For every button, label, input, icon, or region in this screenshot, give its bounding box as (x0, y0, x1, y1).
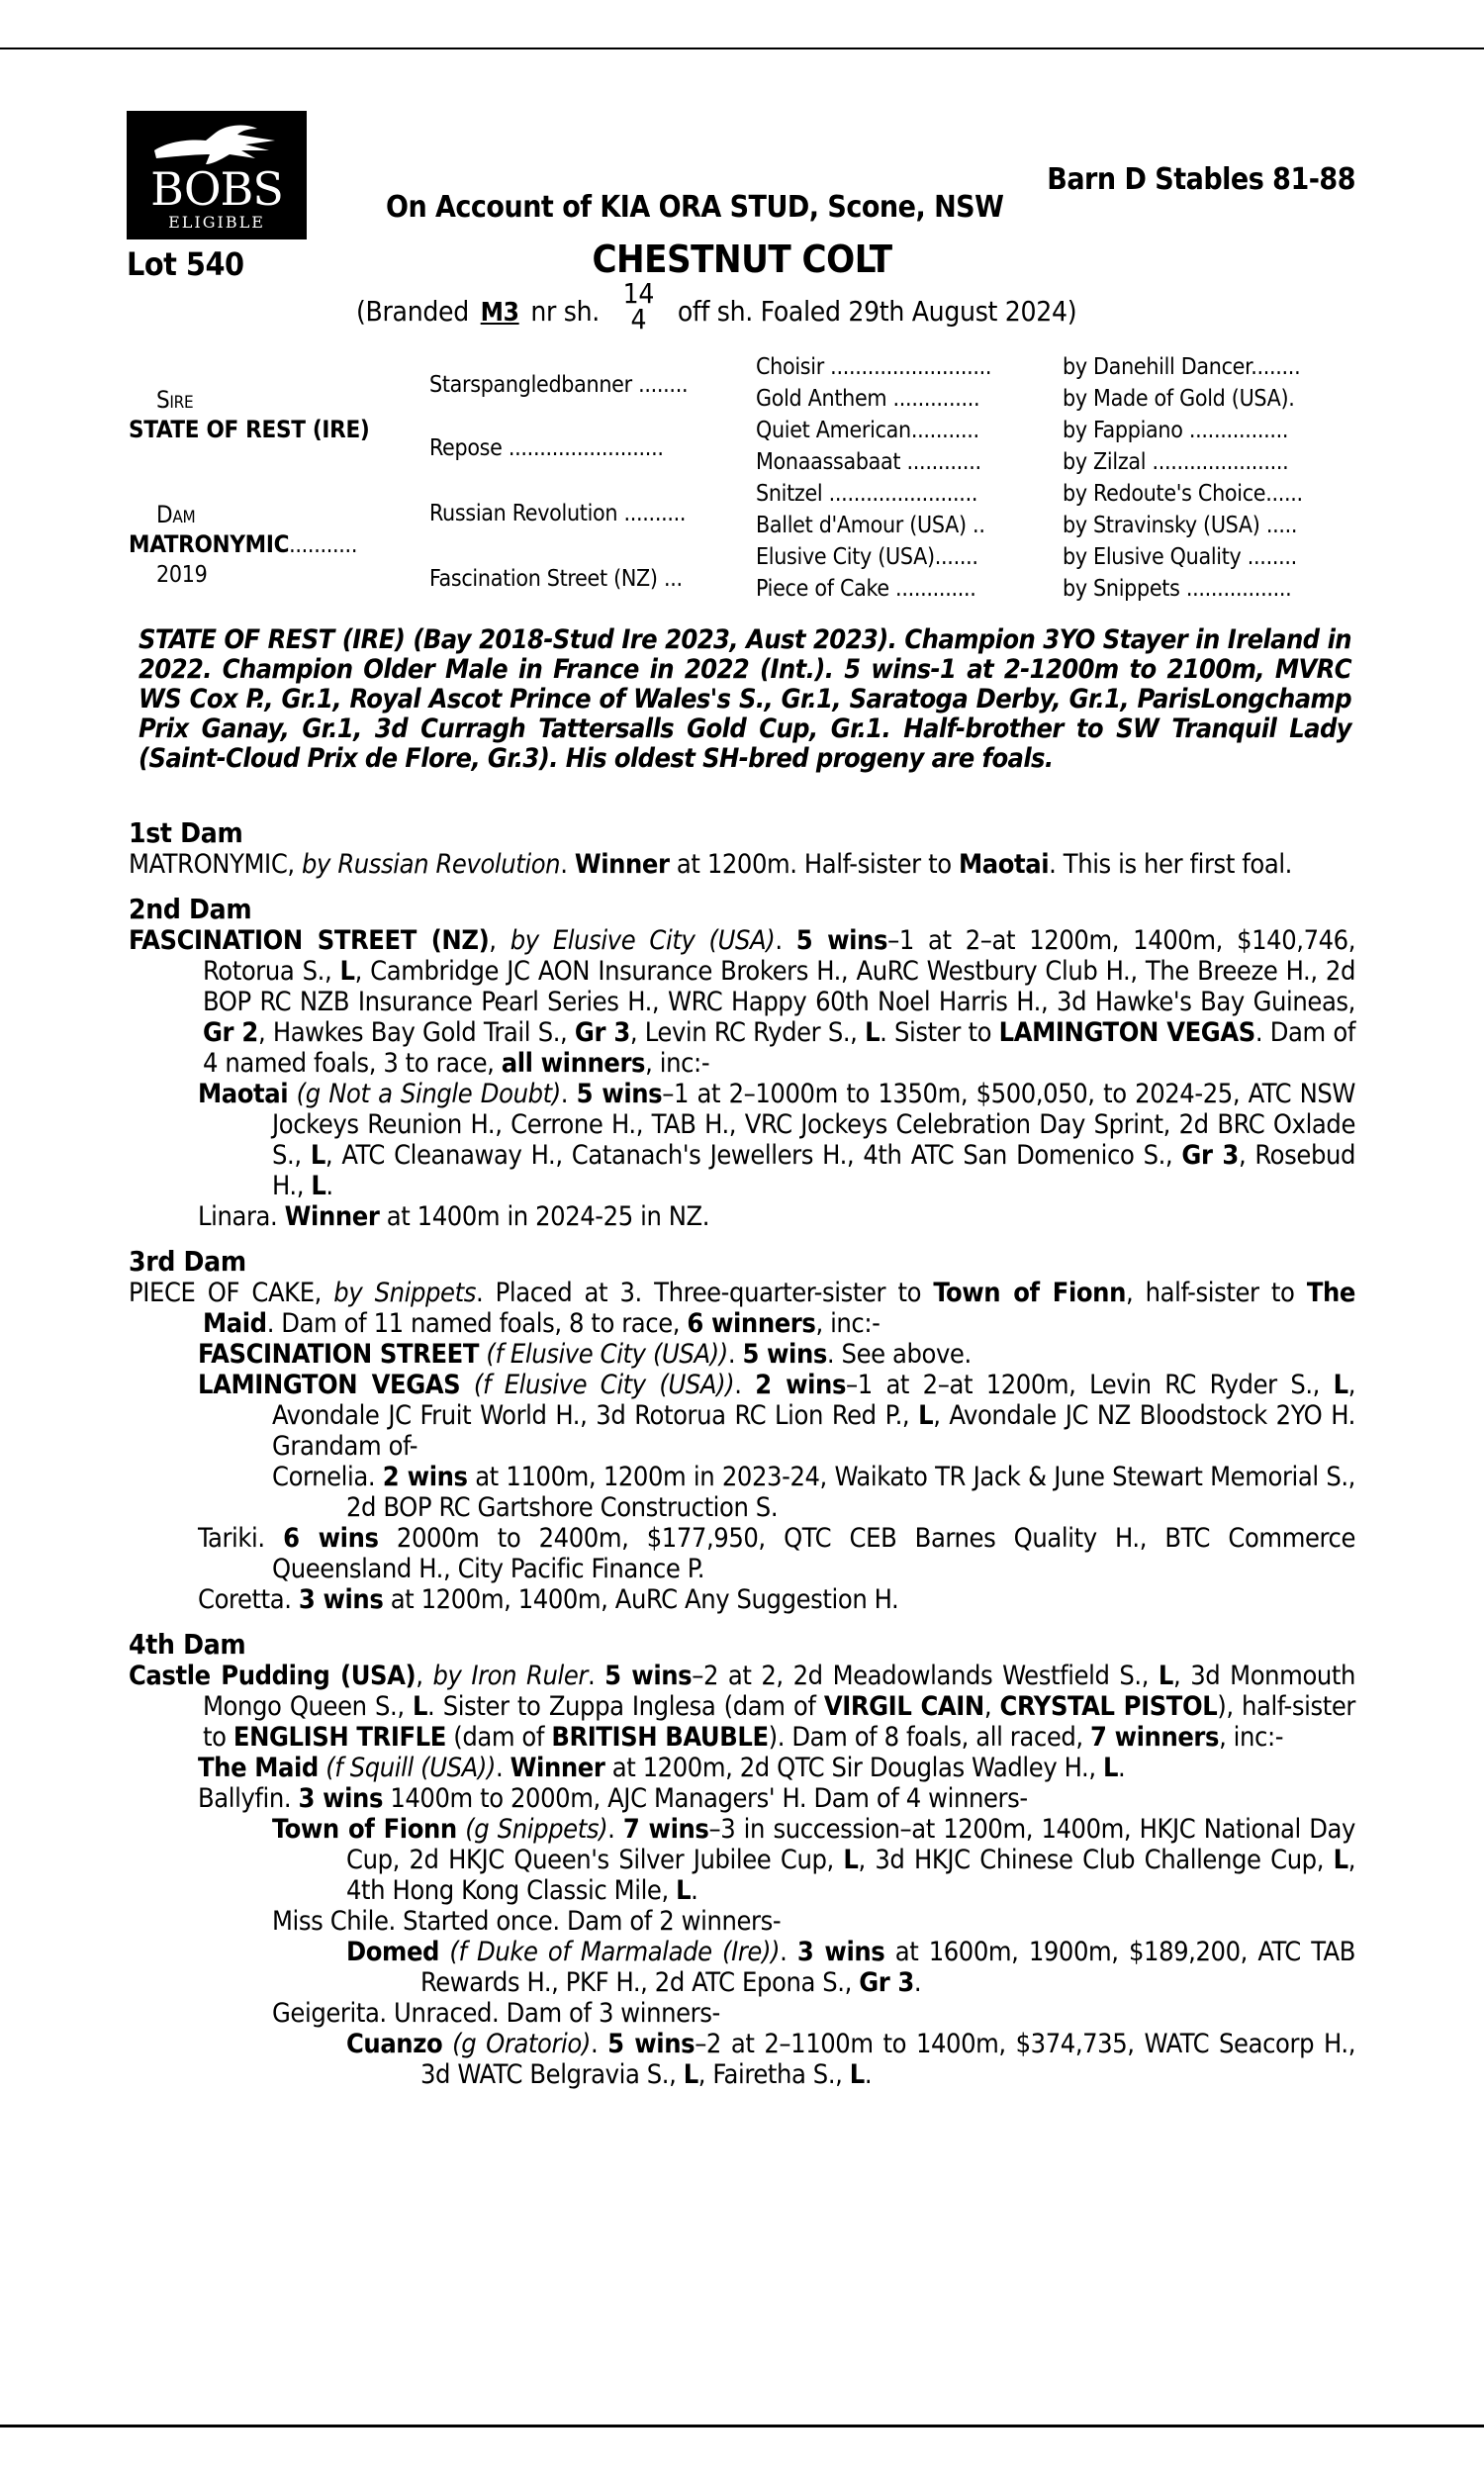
bold-text: L (865, 1017, 881, 1048)
dam-section (129, 1246, 1355, 1615)
italic-text: (g Snippets) (465, 1814, 608, 1845)
bold-text: BRITISH BAUBLE (551, 1722, 769, 1753)
family-sections (129, 817, 1355, 2104)
bold-text: L (1102, 1753, 1119, 1783)
family-entry: FASCINATION STREET (NZ), by Elusive City (USA). 5 wins–1 at 2–at 1200m, 1400m, $140,746, Rotorua S., L, Cambridge JC AON Insurance Brokers H., AuRC Westbury Club H., The Breeze H., 2d BOP RC NZB Insurance Pearl Series H., WRC Happy 60th Noel Harris H., 3d Hawke's Bay Guineas, Gr 2, Hawkes Bay Gold Trail S., Gr 3, Levin RC Ryder S., L. Sister to LAMINGTON VEGAS. Dam of 4 named foals, 3 to race, all winners, inc:- (129, 925, 1356, 1079)
bold-text: 5 wins (795, 925, 888, 956)
bold-text: 6 winners (687, 1308, 816, 1339)
section-heading: 1st Dam (129, 816, 243, 849)
family-entry: Tariki. 6 wins 2000m to 2400m, $177,950, QTC CEB Barnes Quality H., BTC Commerce Queensland H., City Pacific Finance P. (198, 1523, 1355, 1584)
bold-text: Gr 2 (203, 1017, 258, 1048)
bold-text: Domed (346, 1937, 440, 1967)
logo-text-eligible: ELIGIBLE (168, 213, 265, 232)
gen3-name: Gold Anthem .............. (756, 386, 980, 412)
family-entry: Ballyfin. 3 wins 1400m to 2000m, AJC Managers' H. Dam of 4 winners- (198, 1783, 1028, 1814)
italic-text: by Snippets (333, 1278, 476, 1308)
bold-text: L (1333, 1845, 1348, 1875)
gen3-by: by Danehill Dancer........ (1063, 354, 1301, 380)
gen3-name: Quiet American........... (756, 418, 979, 443)
bold-text: Maotai (198, 1079, 289, 1109)
bold-text: 5 wins (604, 1661, 693, 1691)
gen3-name: Snitzel ........................ (756, 481, 978, 507)
bold-text: Winner (510, 1753, 605, 1783)
bobs-eligible-logo (127, 111, 307, 239)
gen2-sire-sire: Starspangledbanner ........ (429, 372, 689, 398)
bold-text: 3 wins (796, 1937, 885, 1967)
gen3-by: by Redoute's Choice...... (1063, 481, 1303, 507)
gen3-by: by Stravinsky (USA) ..... (1063, 513, 1298, 538)
brand-prefix: (Branded (356, 295, 469, 328)
bold-text: Town of Fionn (933, 1278, 1126, 1308)
bottom-rule (0, 2425, 1484, 2427)
bold-text: Castle Pudding (USA) (129, 1661, 417, 1691)
vendor-account: On Account of KIA ORA STUD, Scone, NSW (386, 190, 1004, 225)
italic-text: (f Elusive City (USA)) (473, 1370, 735, 1400)
brand-nr-sh: nr sh. (530, 295, 600, 328)
bold-text: L (683, 2059, 698, 2090)
gen2-sire-dam: Repose ......................... (429, 435, 664, 461)
bold-text: all winners (501, 1048, 646, 1079)
dam-name-row (129, 530, 357, 558)
bold-text: L (339, 956, 355, 987)
brand-frac-bottom: 4 (630, 303, 647, 335)
family-entry: Miss Chile. Started once. Dam of 2 winners- (272, 1906, 782, 1937)
bold-text: 2 wins (755, 1370, 847, 1400)
bold-text: Gr 3 (1181, 1140, 1239, 1171)
bold-text: L (1333, 1370, 1348, 1400)
gen3-by: by Elusive Quality ........ (1063, 544, 1297, 570)
sire-name: STATE OF REST (IRE) (129, 416, 370, 443)
bold-text: 2 wins (382, 1462, 468, 1492)
italic-text: (f Duke of Marmalade (Ire)) (449, 1937, 781, 1967)
bold-text: 5 wins (576, 1079, 663, 1109)
family-entry: Cuanzo (g Oratorio). 5 wins–2 at 2–1100m to 1400m, $374,735, WATC Seacorp H., 3d WATC Belgravia S., L, Fairetha S., L. (346, 2029, 1356, 2090)
bold-text: L (412, 1691, 428, 1722)
bold-text: L (1158, 1661, 1173, 1691)
bold-text: L (918, 1400, 934, 1431)
bold-text: Winner (284, 1201, 380, 1232)
lot-title: CHESTNUT COLT (592, 238, 892, 281)
bold-text: The Maid (203, 1278, 1355, 1339)
gen3-name: Ballet d'Amour (USA) .. (756, 513, 985, 538)
bold-text: L (843, 1845, 859, 1875)
bold-text: 3 wins (298, 1783, 384, 1814)
bold-text: 6 wins (283, 1523, 379, 1554)
section-heading: 3rd Dam (129, 1245, 246, 1278)
dam-section (129, 1629, 1355, 2090)
bold-text: 7 winners (1090, 1722, 1220, 1753)
bold-text: Town of Fionn (272, 1814, 457, 1845)
bold-text: 5 wins (607, 2029, 696, 2059)
dam-section (129, 894, 1355, 1232)
dam-section (129, 817, 1355, 880)
bold-text: CRYSTAL PISTOL (999, 1691, 1218, 1722)
family-entry: Castle Pudding (USA), by Iron Ruler. 5 wins–2 at 2, 2d Meadowlands Westfield S., L, 3d Monmouth Mongo Queen S., L. Sister to Zuppa Inglesa (dam of VIRGIL CAIN, CRYSTAL PISTOL), half-sister to ENGLISH TRIFLE (dam of BRITISH BAUBLE). Dam of 8 foals, all raced, 7 winners, inc:- (129, 1661, 1356, 1753)
gen3-by: by Fappiano ................ (1063, 418, 1289, 443)
gen3-name: Choisir .......................... (756, 354, 992, 380)
pedigree-table (127, 350, 1373, 618)
family-entry: Maotai (g Not a Single Doubt). 5 wins–1 at 2–1000m to 1350m, $500,050, to 2024-25, ATC NSW Jockeys Reunion H., Cerrone H., TAB H., VRC Jockeys Celebration Day Sprint, 2d BRC Oxlade S., L, ATC Cleanaway H., Catanach's Jewellers H., 4th ATC San Domenico S., Gr 3, Rosebud H., L. (198, 1079, 1356, 1201)
family-entry: MATRONYMIC, by Russian Revolution. Winner at 1200m. Half-sister to Maotai. This is her first foal. (129, 849, 1292, 880)
gen3-name: Monaassabaat ............ (756, 449, 981, 475)
gen2-dam-sire: Russian Revolution .......... (429, 501, 687, 526)
gen2-dam-dam: Fascination Street (NZ) ... (429, 566, 683, 592)
bold-text: Winner (574, 849, 670, 880)
family-entry: PIECE OF CAKE, by Snippets. Placed at 3. Three-quarter-sister to Town of Fionn, half-sister to The Maid. Dam of 11 named foals, 8 to race, 6 winners, inc:- (129, 1278, 1355, 1339)
family-entry: Linara. Winner at 1400m in 2024-25 in NZ. (198, 1201, 710, 1232)
bold-text: The Maid (198, 1753, 319, 1783)
bold-text: ENGLISH TRIFLE (232, 1722, 446, 1753)
family-entry: Cornelia. 2 wins at 1100m, 1200m in 2023-24, Waikato TR Jack & June Stewart Memorial S., 2d BOP RC Gartshore Construction S. (272, 1462, 1355, 1523)
italic-text: (g Not a Single Doubt) (296, 1079, 561, 1109)
dam-dots: ........... (289, 532, 358, 558)
family-entry: LAMINGTON VEGAS (f Elusive City (USA)). 2 wins–1 at 2–at 1200m, Levin RC Ryder S., L, Avondale JC Fruit World H., 3d Rotorua RC Lion Red P., L, Avondale JC NZ Bloodstock 2YO H. Grandam of- (198, 1370, 1356, 1462)
bold-text: Cuanzo (346, 2029, 443, 2059)
dam-label: Dam (156, 501, 196, 528)
dam-name: MATRONYMIC (129, 530, 290, 558)
bold-text: VIRGIL CAIN (823, 1691, 984, 1722)
bold-text: LAMINGTON VEGAS (998, 1017, 1255, 1048)
top-rule (0, 48, 1484, 49)
family-entry: Coretta. 3 wins at 1200m, 1400m, AuRC Any Suggestion H. (198, 1584, 899, 1615)
bold-text: Gr 3 (574, 1017, 630, 1048)
family-entry: FASCINATION STREET (f Elusive City (USA)). 5 wins. See above. (198, 1339, 972, 1370)
family-entry: Geigerita. Unraced. Dam of 3 winners- (272, 1998, 720, 2029)
sire-label: Sire (156, 386, 194, 414)
gen3-by: by Made of Gold (USA). (1063, 386, 1295, 412)
brand-description (356, 277, 1077, 338)
bold-text: L (310, 1140, 325, 1171)
gen3-name: Elusive City (USA)....... (756, 544, 978, 570)
italic-text: by Elusive City (USA) (510, 925, 776, 956)
italic-text: (f Squill (USA)) (325, 1753, 496, 1783)
italic-text: by Iron Ruler (432, 1661, 588, 1691)
barn-location: Barn D Stables 81-88 (1047, 162, 1355, 197)
bold-text: L (676, 1875, 692, 1906)
bold-text: L (849, 2059, 865, 2090)
italic-text: (g Oratorio) (452, 2029, 591, 2059)
bold-text: Gr 3 (859, 1967, 914, 1998)
gen3-name: Piece of Cake ............. (756, 576, 976, 602)
sire-biography: STATE OF REST (IRE) (Bay 2018-Stud Ire 2023, Aust 2023). Champion 3YO Stayer in Ireland in 2022. Champion Older Male in France in 2022 (Int.). 5 wins-1 at 2-1200m to 2100m, MVRC WS Cox P., Gr.1, Royal Ascot Prince of Wales's S., Gr.1, Saratoga Derby, Gr.1, ParisLongchamp Prix Ganay, Gr.1, 3d Curragh Tattersalls Gold Cup, Gr.1. Half-brother to SW Tranquil Lady (Saint-Cloud Prix de Flore, Gr.3). His oldest SH-bred progeny are foals. (139, 624, 1351, 774)
bold-text: LAMINGTON VEGAS (198, 1370, 461, 1400)
bold-text: 5 wins (742, 1339, 827, 1370)
dam-year: 2019 (156, 562, 208, 588)
bold-text: L (311, 1171, 326, 1201)
family-entry: Domed (f Duke of Marmalade (Ire)). 3 wins at 1600m, 1900m, $189,200, ATC TAB Rewards H., PKF H., 2d ATC Epona S., Gr 3. (346, 1937, 1356, 1998)
logo-text-bobs: BOBS (150, 162, 283, 216)
section-heading: 2nd Dam (129, 893, 252, 925)
bold-text: Maotai (958, 849, 1050, 880)
brand-frac-top: 14 (622, 277, 655, 310)
bold-text: 3 wins (298, 1584, 384, 1615)
italic-text: by Russian Revolution (302, 849, 561, 880)
gen3-by: by Snippets ................. (1063, 576, 1292, 602)
brand-mark: M3 (480, 298, 519, 328)
family-entry: The Maid (f Squill (USA)). Winner at 1200m, 2d QTC Sir Douglas Wadley H., L. (198, 1753, 1126, 1783)
bold-text: FASCINATION STREET (198, 1339, 480, 1370)
bold-text: 7 wins (622, 1814, 709, 1845)
section-heading: 4th Dam (129, 1628, 246, 1661)
brand-suffix: off sh. Foaled 29th August 2024) (677, 295, 1077, 328)
brand-fraction (622, 277, 655, 335)
lot-number: Lot 540 (127, 245, 244, 283)
italic-text: (f Elusive City (USA)) (486, 1339, 728, 1370)
bold-text: FASCINATION STREET (NZ) (129, 925, 490, 956)
family-entry: Town of Fionn (g Snippets). 7 wins–3 in succession–at 1200m, 1400m, HKJC National Day Cup, 2d HKJC Queen's Silver Jubilee Cup, L, 3d HKJC Chinese Club Challenge Cup, L, 4th Hong Kong Classic Mile, L. (272, 1814, 1355, 1906)
gen3-by: by Zilzal ...................... (1063, 449, 1289, 475)
